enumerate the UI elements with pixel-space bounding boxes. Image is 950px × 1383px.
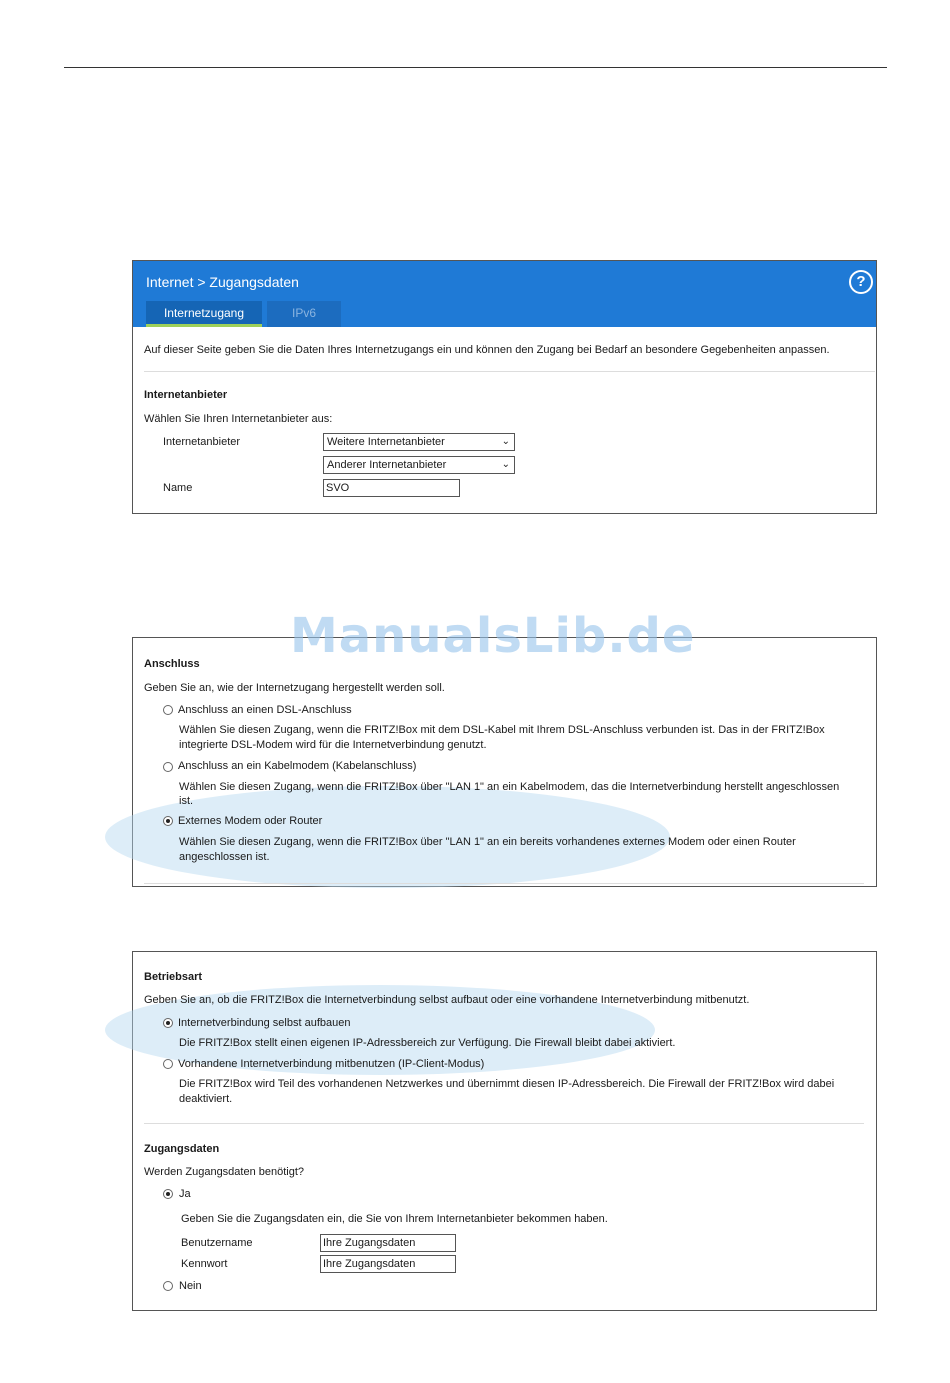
password-input[interactable]: Ihre Zugangsdaten [320,1255,456,1273]
access-prompt: Werden Zugangsdaten benötigt? [144,1166,305,1178]
username-label: Benutzername [181,1237,253,1249]
option-label[interactable]: Anschluss an ein Kabelmodem (Kabelanschluss) [178,760,417,772]
radio-kabelmodem[interactable] [163,762,173,772]
section-title-internetanbieter: Internetanbieter [144,389,228,401]
section-title-anschluss: Anschluss [144,658,200,670]
option-description: deaktiviert. [179,1093,233,1105]
provider-select[interactable] [323,433,515,451]
option-description: Die FRITZ!Box stellt einen eigenen IP-Adressbereich zur Verfügung. Die Firewall bleibt dabei aktiviert. [179,1037,676,1049]
provider-label: Internetanbieter [163,436,241,448]
divider [144,1123,864,1124]
tab-internetzugang[interactable]: Internetzugang [146,301,262,327]
username-input[interactable]: Ihre Zugangsdaten [320,1234,456,1252]
divider [144,371,875,372]
option-description: Wählen Sie diesen Zugang, wenn die FRITZ!Box über "LAN 1" an ein bereits vorhandenes externes Modem oder einen Router [179,836,796,848]
page-top-rule [64,67,887,68]
provider-subselect[interactable] [323,456,515,474]
chevron-down-icon: ⌄ [501,436,510,447]
name-input[interactable]: SVO [323,479,460,497]
option-label[interactable]: Ja [179,1188,191,1200]
section-prompt: Wählen Sie Ihren Internetanbieter aus: [144,413,333,425]
radio-ip-client-modus[interactable] [163,1059,173,1069]
section-title-betriebsart: Betriebsart [144,971,203,983]
breadcrumb[interactable]: Internet > Zugangsdaten [146,274,299,290]
section-prompt: Geben Sie an, wie der Internetzugang hergestellt werden soll. [144,682,445,694]
access-description: Geben Sie die Zugangsdaten ein, die Sie von Ihrem Internetanbieter bekommen haben. [181,1213,608,1225]
option-description: ist. [179,795,194,807]
option-label[interactable]: Internetverbindung selbst aufbauen [178,1017,351,1029]
radio-ja[interactable] [163,1189,173,1199]
tab-ipv6[interactable]: IPv6 [267,301,341,327]
internet-zugangsdaten-panel [132,260,877,514]
header-bar [133,261,876,327]
password-label: Kennwort [181,1258,228,1270]
help-icon[interactable]: ? [849,270,873,294]
option-description: angeschlossen ist. [179,851,270,863]
section-prompt: Geben Sie an, ob die FRITZ!Box die Internetverbindung selbst aufbaut oder eine vorhandene Internetverbindung mitbenutzt. [144,994,750,1006]
option-label[interactable]: Anschluss an einen DSL-Anschluss [178,704,352,716]
divider [144,883,864,884]
anschluss-panel [132,637,877,887]
option-label[interactable]: Vorhandene Internetverbindung mitbenutzen (IP-Client-Modus) [178,1058,485,1070]
option-label[interactable]: Nein [179,1280,202,1292]
option-description: Die FRITZ!Box wird Teil des vorhandenen Netzwerkes und übernimmt diesen IP-Adressbereich. Die Firewall der FRITZ!Box wird dabei [179,1078,835,1090]
radio-dsl-anschluss[interactable] [163,705,173,715]
chevron-down-icon: ⌄ [501,459,510,470]
radio-externes-modem[interactable] [163,816,173,826]
option-description: Wählen Sie diesen Zugang, wenn die FRITZ!Box mit dem DSL-Kabel mit Ihrem DSL-Anschluss verbunden ist. Das in der FRITZ!Box [179,724,825,736]
name-label: Name [163,482,193,494]
intro-text: Auf dieser Seite geben Sie die Daten Ihres Internetzugangs ein und können den Zugang bei Bedarf an besondere Gegebenheiten anpassen. [144,344,830,356]
option-description: integrierte DSL-Modem wird für die Internetverbindung genutzt. [179,739,487,751]
provider-select-value: Weitere Internetanbieter [327,436,445,448]
watermark: ManualsLib.de [290,608,696,664]
option-label[interactable]: Externes Modem oder Router [178,815,323,827]
radio-selbst-aufbauen[interactable] [163,1018,173,1028]
betriebsart-panel [132,951,877,1311]
section-title-zugangsdaten: Zugangsdaten [144,1143,220,1155]
option-description: Wählen Sie diesen Zugang, wenn die FRITZ!Box über "LAN 1" an ein Kabelmodem, das die Internetverbindung herstellt angeschlossen [179,781,840,793]
provider-subselect-value: Anderer Internetanbieter [327,459,447,471]
radio-nein[interactable] [163,1281,173,1291]
